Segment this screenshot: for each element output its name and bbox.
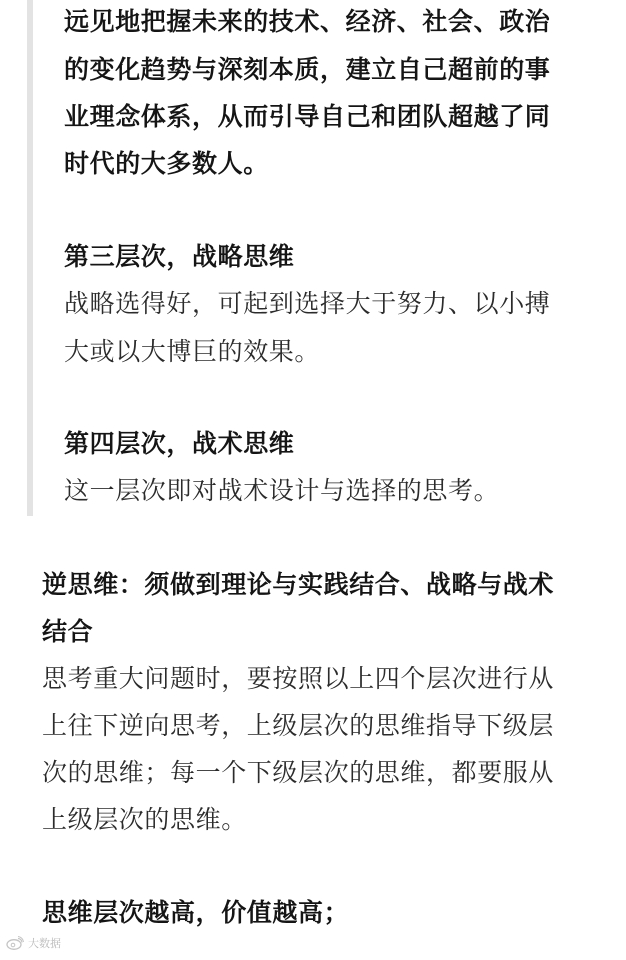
intro-line: 时代的大多数人。	[64, 149, 269, 178]
reverse-line: 次的思维；每一个下级层次的思维，都要服从	[42, 758, 555, 787]
intro-line: 远见地把握未来的技术、经济、社会、政治	[64, 7, 551, 36]
reverse-heading-line: 逆思维：须做到理论与实践结合、战略与战术	[42, 570, 555, 599]
watermark-text: 大数据	[28, 937, 61, 950]
level3-line: 战略选得好，可起到选择大于努力、以小搏	[64, 289, 551, 318]
reverse-line: 上级层次的思维。	[42, 805, 247, 834]
level4-heading: 第四层次，战术思维	[64, 429, 295, 458]
level3-line: 大或以大博巨的效果。	[64, 337, 321, 366]
reverse-line: 上往下逆向思考，上级层次的思维指导下级层	[42, 711, 555, 740]
intro-line: 业理念体系，从而引导自己和团队超越了同	[64, 102, 551, 131]
closing-heading: 思维层次越高，价值越高；	[42, 898, 350, 927]
reverse-heading-line: 结合	[42, 617, 94, 646]
level4-line: 这一层次即对战术设计与选择的思考。	[64, 476, 500, 505]
watermark	[6, 935, 61, 951]
intro-line: 的变化趋势与深刻本质，建立自己超前的事	[64, 55, 551, 84]
reverse-line: 思考重大问题时，要按照以上四个层次进行从	[42, 664, 555, 693]
weibo-logo-icon	[6, 936, 24, 950]
quote-bar	[27, 0, 33, 516]
level3-heading: 第三层次，战略思维	[64, 242, 295, 271]
